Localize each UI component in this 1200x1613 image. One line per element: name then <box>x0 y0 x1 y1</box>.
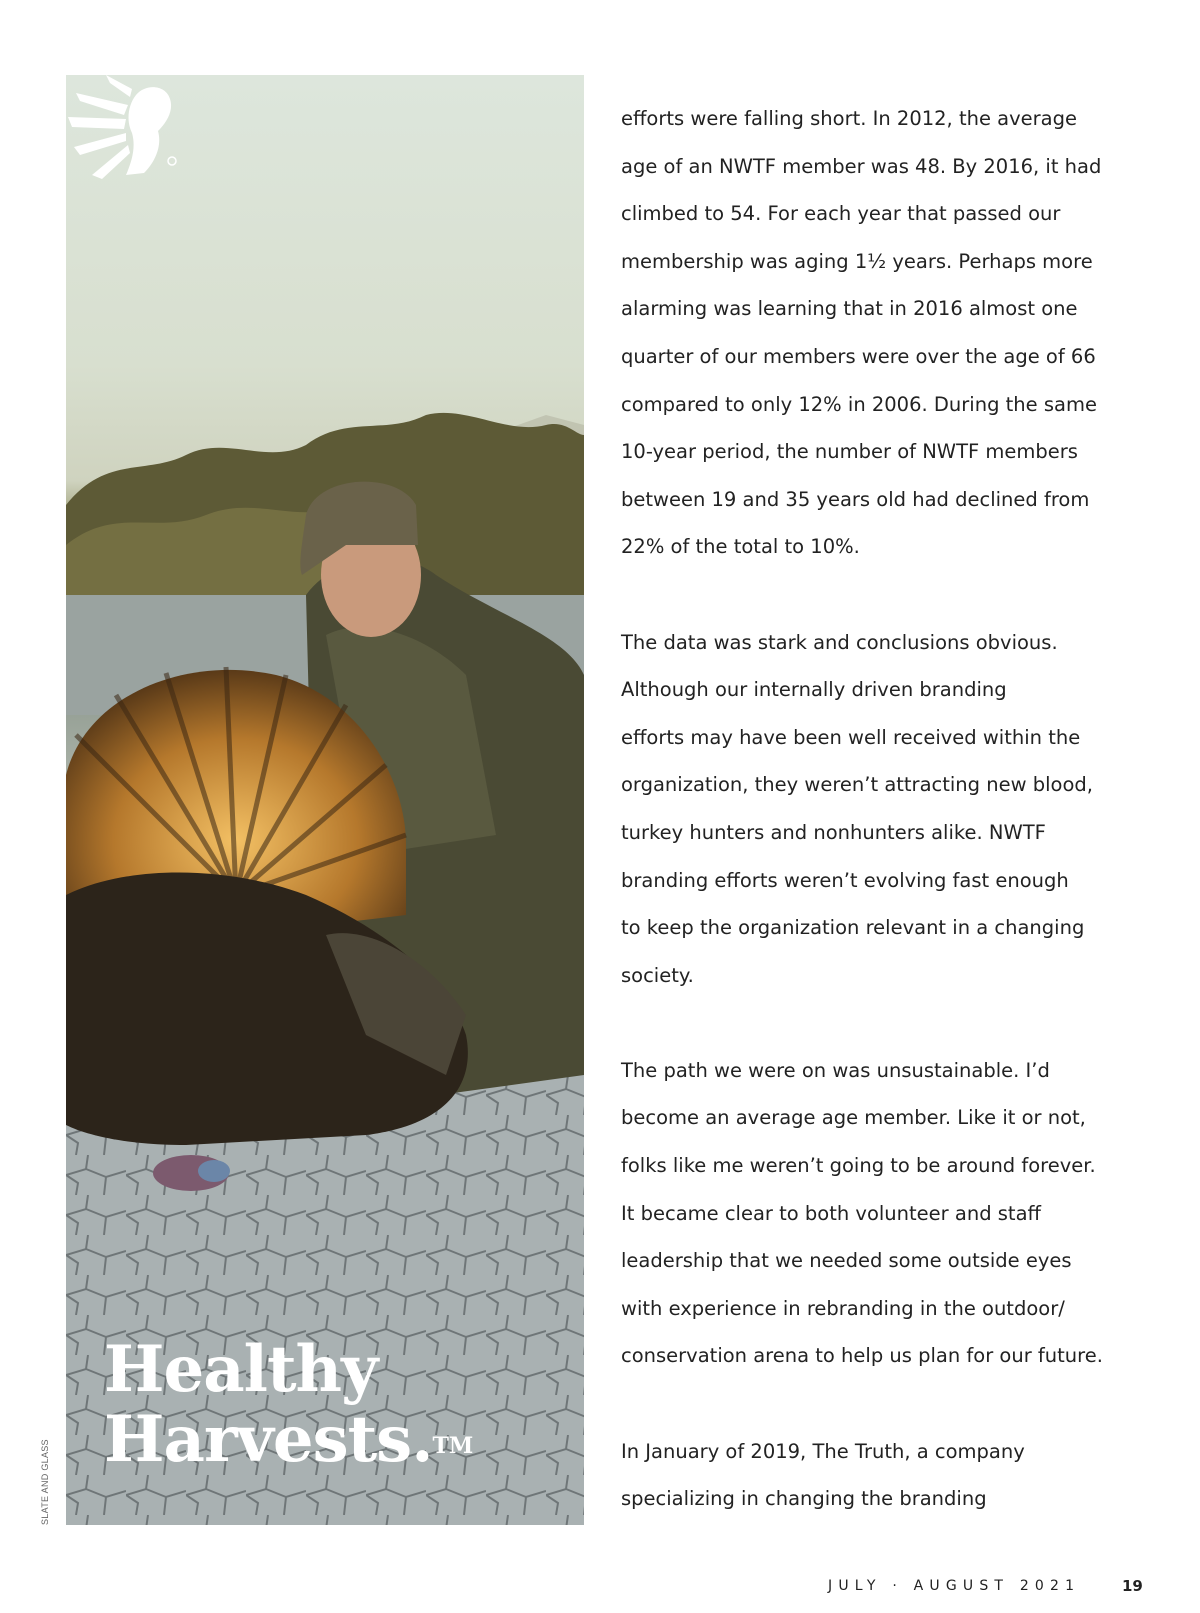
article-line: between 19 and 35 years old had declined from <box>621 487 1090 511</box>
article-line: 22% of the total to 10%. <box>621 535 860 559</box>
article-line: The data was stark and conclusions obvious. <box>621 630 1058 654</box>
article-line: It became clear to both volunteer and staff <box>621 1201 1041 1225</box>
article-line: organization, they weren’t attracting new blood, <box>621 773 1093 797</box>
article-paragraph <box>621 95 1161 571</box>
article-paragraph <box>621 1428 1161 1523</box>
article-body <box>621 95 1161 1523</box>
article-paragraph <box>621 619 1161 1000</box>
article-line: folks like me weren’t going to be around forever. <box>621 1154 1096 1178</box>
article-line: to keep the organization relevant in a changing <box>621 916 1085 940</box>
photo-credit: SLATE AND GLASS <box>40 1439 50 1525</box>
article-line: membership was aging 1½ years. Perhaps more <box>621 249 1093 273</box>
article-line: branding efforts weren’t evolving fast enough <box>621 868 1069 892</box>
article-line: compared to only 12% in 2006. During the same <box>621 392 1097 416</box>
article-line: society. <box>621 963 694 987</box>
article-paragraph <box>621 1047 1161 1380</box>
page-number: 19 <box>1122 1577 1143 1595</box>
article-line: age of an NWTF member was 48. By 2016, it had <box>621 154 1102 178</box>
issue-date: JULY · AUGUST 2021 <box>828 1578 1081 1594</box>
headline-line-1: Healthy <box>104 1332 378 1407</box>
article-line: 10-year period, the number of NWTF members <box>621 440 1078 464</box>
article-line: turkey hunters and nonhunters alike. NWTF <box>621 820 1046 844</box>
article-line: The path we were on was unsustainable. I’d <box>621 1058 1050 1082</box>
article-line: specializing in changing the branding <box>621 1487 987 1511</box>
article-line: climbed to 54. For each year that passed our <box>621 202 1061 226</box>
article-line: In January of 2019, The Truth, a company <box>621 1439 1025 1463</box>
article-line: alarming was learning that in 2016 almost one <box>621 297 1078 321</box>
article-line: Although our internally driven branding <box>621 678 1007 702</box>
hero-photo <box>66 75 584 1525</box>
article-line: with experience in rebranding in the outdoor/ <box>621 1296 1065 1320</box>
article-line: efforts may have been well received within the <box>621 725 1081 749</box>
nwtf-turkey-logo-icon <box>66 75 186 185</box>
headline-line-2-text: Harvests. <box>104 1402 433 1477</box>
article-line: conservation arena to help us plan for our future. <box>621 1344 1103 1368</box>
article-line: become an average age member. Like it or not, <box>621 1106 1086 1130</box>
photo-illustration <box>66 75 584 1525</box>
article-line: leadership that we needed some outside eyes <box>621 1249 1072 1273</box>
article-line: quarter of our members were over the age of 66 <box>621 344 1096 368</box>
article-line: efforts were falling short. In 2012, the average <box>621 107 1077 130</box>
trademark-mark: TM <box>432 1433 474 1459</box>
headline-line-2 <box>104 1402 474 1477</box>
photo-headline <box>104 1332 474 1477</box>
